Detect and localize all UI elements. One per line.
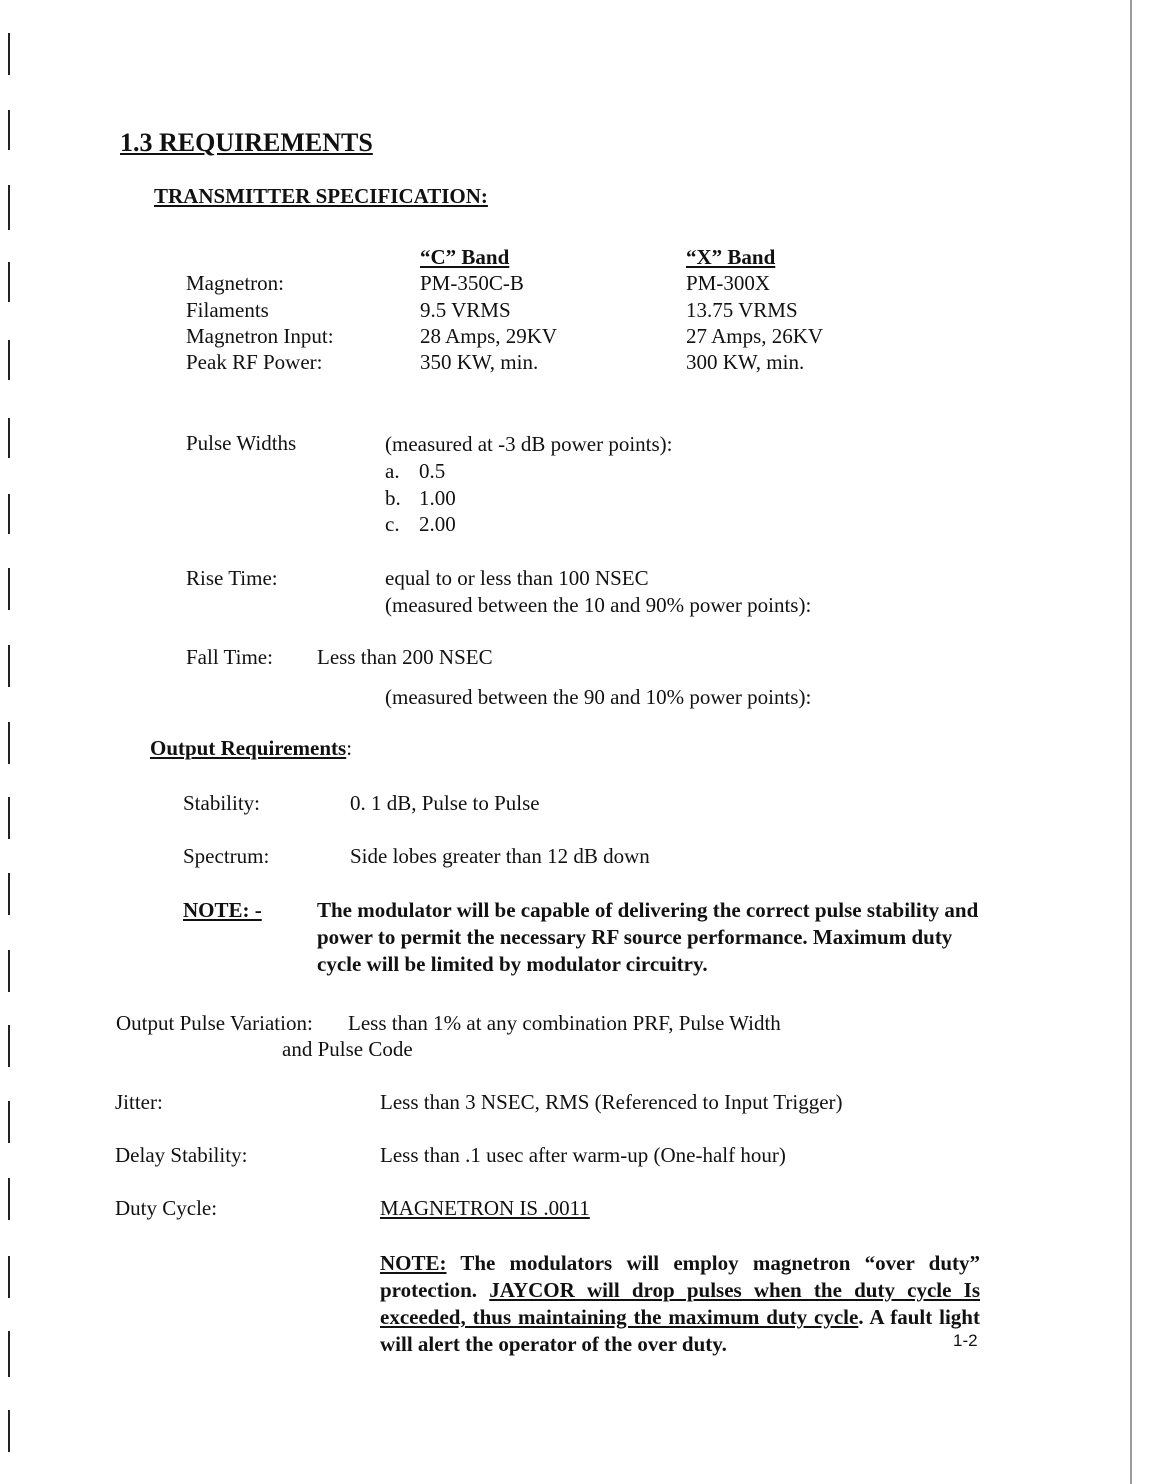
duty-note-underlined: JAYCOR will drop pulses when the duty cycle Is exceeded, thus maintaining the maximum duty cycle — [380, 1278, 981, 1329]
spec-c-value: 28 Amps, 29KV — [420, 324, 558, 348]
pulse-width-letter: c. — [385, 512, 400, 536]
binder-mark — [8, 33, 10, 75]
binder-mark — [8, 797, 10, 839]
binder-mark — [8, 722, 10, 764]
output-pulse-variation-value-cont: and Pulse Code — [282, 1037, 413, 1061]
pulse-width-letter: a. — [385, 459, 400, 483]
jitter-label: Jitter: — [115, 1090, 163, 1114]
spec-label: Magnetron Input: — [186, 324, 334, 348]
duty-cycle-label: Duty Cycle: — [115, 1196, 218, 1220]
pulse-width-letter: b. — [385, 486, 401, 510]
binder-mark — [8, 873, 10, 915]
output-pulse-variation-label: Output Pulse Variation: — [116, 1011, 313, 1035]
page-number: 1-2 — [953, 1331, 978, 1350]
binder-mark — [8, 340, 10, 380]
section-heading: 1.3 REQUIREMENTS — [120, 128, 373, 157]
modulator-note: The modulator will be capable of delivering the correct pulse stability and power to permit the necessary RF source performance. Maximum duty cycle will be limited by modulator circuitry. — [317, 898, 979, 976]
note-label: NOTE: - — [183, 898, 262, 922]
rise-time-note: (measured between the 10 and 90% power points): — [385, 593, 812, 617]
binder-mark — [8, 418, 10, 458]
spec-x-value: 13.75 VRMS — [686, 298, 798, 322]
pulse-widths-note: (measured at -3 dB power points): — [385, 432, 673, 456]
spec-x-value: PM-300X — [686, 271, 771, 295]
binder-mark — [8, 1025, 10, 1067]
pulse-width-value: 2.00 — [419, 512, 456, 536]
duty-note-text-end: . A fault light will alert the operator of the over duty. — [380, 1305, 980, 1356]
rise-time-value: equal to or less than 100 NSEC — [385, 566, 649, 590]
binder-mark — [8, 110, 10, 150]
binder-mark — [8, 1256, 10, 1298]
binder-mark — [8, 185, 10, 230]
output-requirements-title: Output Requirements — [150, 736, 347, 760]
fall-time-value: Less than 200 NSEC — [317, 645, 493, 669]
binder-mark — [8, 262, 10, 302]
duty-note-text: The modulators will employ magnetron “over duty” protection. — [380, 1251, 980, 1302]
spec-label: Filaments — [186, 298, 269, 322]
spectrum-label: Spectrum: — [183, 844, 270, 868]
output-requirements-heading — [150, 736, 352, 761]
stability-label: Stability: — [183, 791, 261, 815]
spectrum-value: Side lobes greater than 12 dB down — [350, 844, 650, 868]
jitter-value: Less than 3 NSEC, RMS (Referenced to Input Trigger) — [380, 1090, 843, 1114]
spec-c-value: PM-350C-B — [420, 271, 524, 295]
page-edge — [1130, 0, 1132, 1484]
spec-label: Magnetron: — [186, 271, 284, 295]
duty-cycle-note — [380, 1250, 980, 1358]
x-band-header: “X” Band — [686, 245, 776, 269]
binder-mark — [8, 1410, 10, 1452]
stability-value: 0. 1 dB, Pulse to Pulse — [350, 791, 540, 815]
transmitter-spec-title: TRANSMITTER SPECIFICATION: — [154, 184, 488, 208]
binder-mark — [8, 494, 10, 534]
binder-mark — [8, 1101, 10, 1143]
duty-note-label: NOTE: — [380, 1251, 447, 1275]
fall-time-label: Fall Time: — [186, 645, 273, 669]
spec-c-value: 350 KW, min. — [420, 350, 539, 374]
duty-cycle-value: MAGNETRON IS .0011 — [380, 1196, 590, 1220]
spec-label: Peak RF Power: — [186, 350, 323, 374]
delay-stability-label: Delay Stability: — [115, 1143, 248, 1167]
binder-mark — [8, 645, 10, 687]
pulse-widths-label: Pulse Widths — [186, 431, 297, 455]
pulse-width-value: 0.5 — [419, 459, 446, 483]
pulse-width-value: 1.00 — [419, 486, 456, 510]
spec-x-value: 27 Amps, 26KV — [686, 324, 824, 348]
spec-x-value: 300 KW, min. — [686, 350, 805, 374]
output-pulse-variation-value: Less than 1% at any combination PRF, Pulse Width — [348, 1011, 781, 1035]
binder-mark — [8, 950, 10, 992]
rise-time-label: Rise Time: — [186, 566, 278, 590]
spec-c-value: 9.5 VRMS — [420, 298, 511, 322]
fall-time-note: (measured between the 90 and 10% power points): — [385, 685, 812, 709]
c-band-header: “C” Band — [420, 245, 510, 269]
binder-mark — [8, 1331, 10, 1377]
delay-stability-value: Less than .1 usec after warm-up (One-half hour) — [380, 1143, 786, 1167]
output-requirements-colon: : — [346, 736, 353, 760]
binder-mark — [8, 1178, 10, 1220]
binder-mark — [8, 568, 10, 610]
